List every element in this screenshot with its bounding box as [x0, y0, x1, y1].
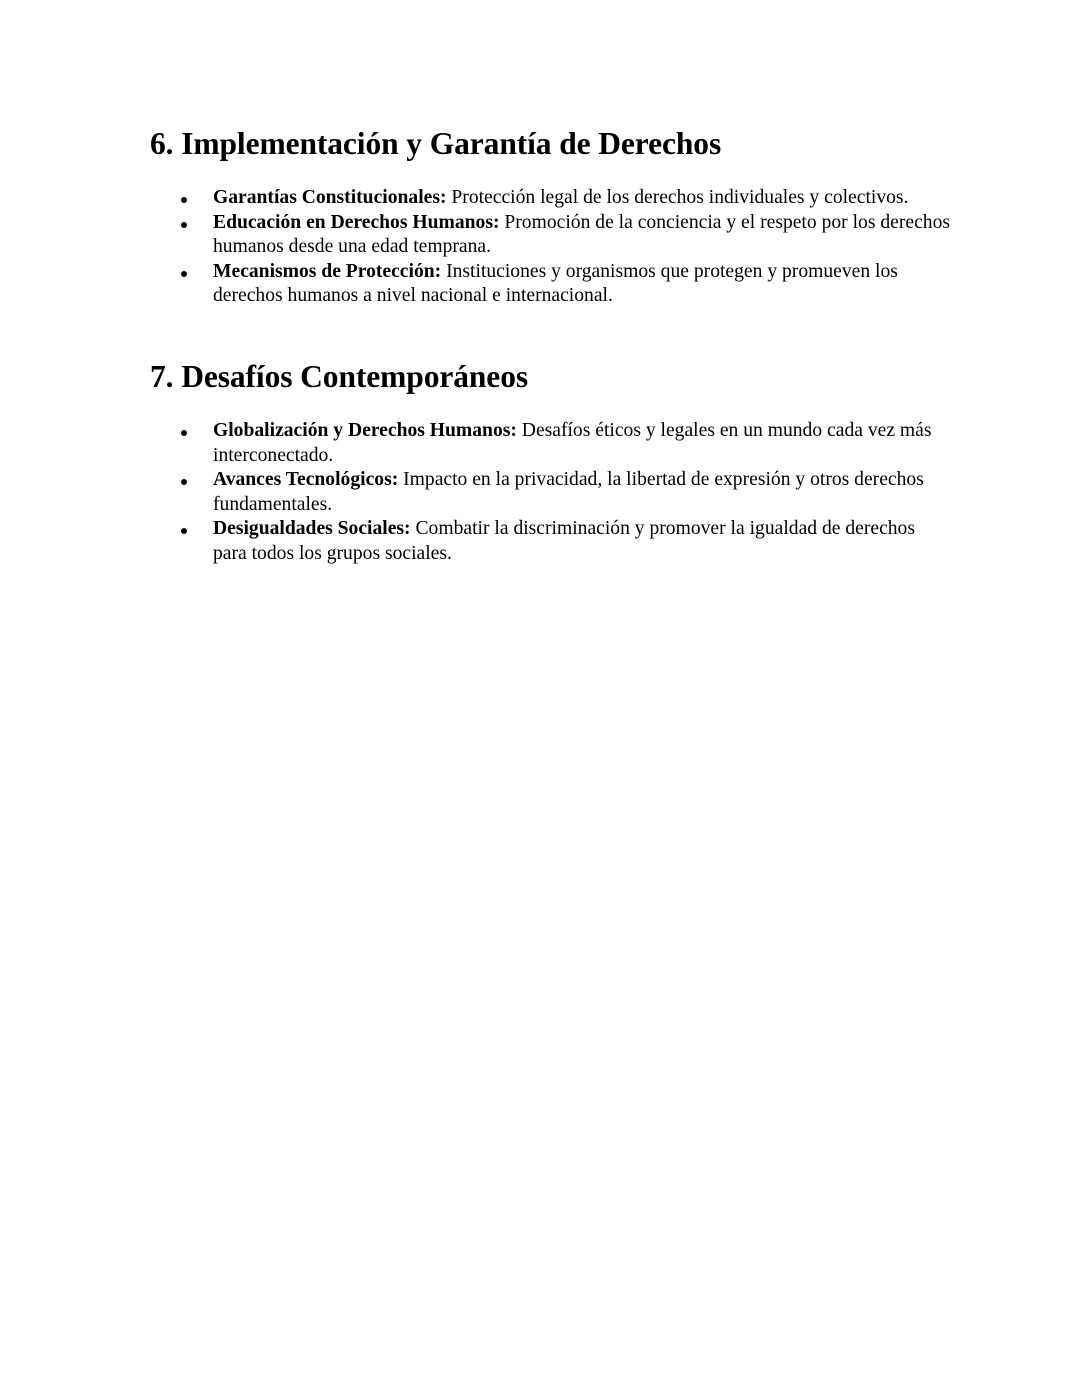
bullet-list	[150, 186, 950, 309]
item-text: Impacto en la privacidad, la libertad de expresión y otros derechos fundamentales.	[213, 469, 924, 515]
item-text: Protección legal de los derechos individuales y colectivos.	[446, 187, 909, 208]
bullet-icon	[181, 528, 187, 534]
bullet-icon	[181, 197, 187, 203]
bullet-icon	[181, 479, 187, 485]
list-item	[150, 419, 950, 468]
bullet-icon	[181, 430, 187, 436]
section-desafios	[150, 357, 950, 566]
section-heading: 7. Desafíos Contemporáneos	[150, 359, 528, 394]
bullet-icon	[181, 222, 187, 228]
item-text: Instituciones y organismos que protegen y promueven los derechos humanos a nivel nacional e internacional.	[213, 260, 898, 306]
item-text: Desafíos éticos y legales en un mundo cada vez más interconectado.	[213, 420, 932, 466]
item-term: Avances Tecnológicos:	[213, 469, 399, 490]
list-item	[150, 260, 950, 309]
item-text: Promoción de la conciencia y el respeto por los derechos humanos desde una edad temprana.	[213, 211, 950, 257]
item-term: Garantías Constitucionales:	[213, 187, 447, 208]
list-item	[150, 211, 950, 260]
list-item	[150, 517, 950, 566]
bullet-list	[150, 419, 950, 566]
bullet-icon	[181, 271, 187, 277]
list-item	[150, 468, 950, 517]
item-term: Desigualdades Sociales:	[213, 518, 411, 539]
section-implementacion	[150, 124, 950, 309]
item-term: Educación en Derechos Humanos:	[213, 211, 500, 233]
item-term: Mecanismos de Protección:	[213, 260, 442, 282]
item-text: Combatir la discriminación y promover la igualdad de derechos para todos los grupos sociales.	[213, 518, 915, 564]
section-heading: 6. Implementación y Garantía de Derechos	[150, 126, 722, 161]
item-term: Globalización y Derechos Humanos:	[213, 420, 517, 441]
list-item	[150, 186, 950, 211]
